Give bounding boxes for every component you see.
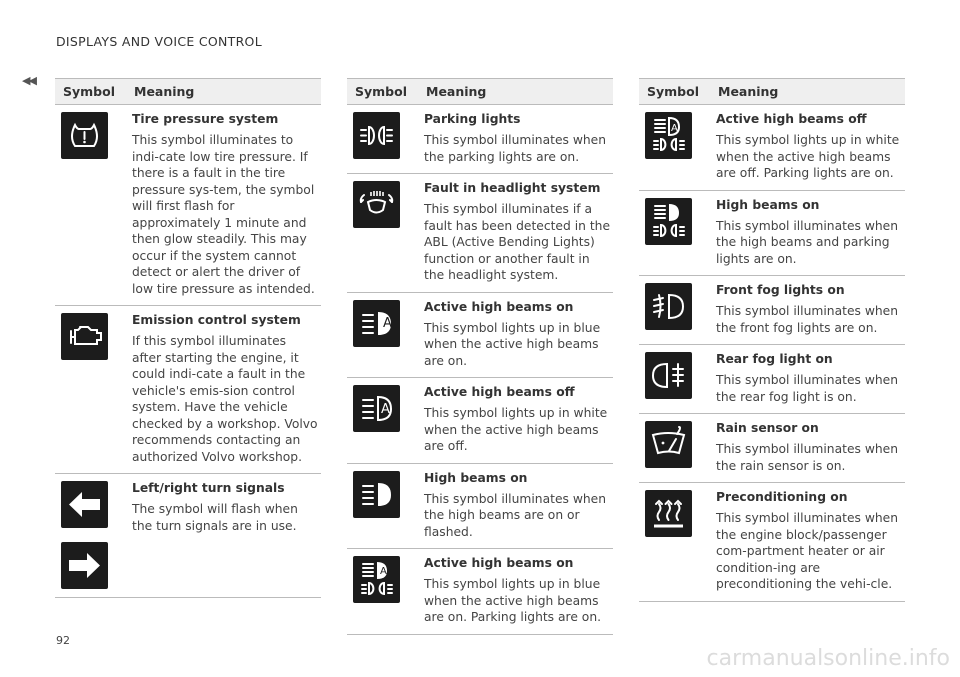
arrow-right-icon: [61, 542, 108, 589]
symbol-cell: [639, 190, 710, 276]
symbol-table-3: [639, 78, 905, 602]
meaning-cell: [418, 378, 613, 464]
svg-text:A: A: [671, 123, 678, 134]
table-row: [639, 345, 905, 414]
symbol-title: Fault in headlight system: [424, 181, 601, 195]
symbol-cell: [55, 306, 126, 474]
high-beam-parking-icon: [645, 198, 692, 245]
symbol-description: This symbol illuminates when the high beams and parking lights are on.: [716, 218, 899, 266]
svg-text:A: A: [383, 315, 392, 331]
symbol-description: This symbol lights up in white when the active high beams are off. Parking lights are on.: [716, 133, 900, 180]
symbol-table: [55, 78, 321, 598]
symbol-description: This symbol illuminates when the rain sensor is on.: [716, 442, 899, 473]
meaning-cell: [126, 105, 321, 306]
symbol-description: This symbol illuminates when the high beams are on or flashed.: [424, 491, 607, 539]
symbol-cell: [55, 474, 126, 598]
table-row: [55, 105, 321, 306]
svg-text:A: A: [381, 402, 390, 417]
table-row: [639, 105, 905, 191]
table-row: [347, 463, 613, 549]
meaning-cell: [418, 292, 613, 378]
headlight-fault-icon: [353, 181, 400, 228]
symbol-description: This symbol lights up in blue when the active high beams are on. Parking lights are on.: [424, 577, 602, 624]
meaning-cell: [710, 190, 905, 276]
header-meaning: Meaning: [710, 79, 905, 105]
symbol-description: This symbol illuminates when the engine block/passenger com-partment heater or air condition-ing are preconditioning the vehi-cle.: [716, 511, 899, 591]
symbol-title: Rear fog light on: [716, 352, 833, 366]
active-high-beam-outline-icon: [353, 385, 400, 432]
meaning-cell: [126, 306, 321, 474]
symbol-description: This symbol illuminates when the rear fog light is on.: [716, 373, 899, 404]
symbol-table: [639, 78, 905, 602]
header-symbol: Symbol: [347, 79, 418, 105]
table-row: [55, 474, 321, 598]
table-row: [639, 190, 905, 276]
table-row: [55, 306, 321, 474]
section-header: DISPLAYS AND VOICE CONTROL: [56, 34, 262, 49]
watermark: carmanualsonline.info: [706, 646, 950, 671]
symbol-cell: [347, 174, 418, 293]
symbol-title: Active high beams on: [424, 556, 574, 570]
table-row: [639, 414, 905, 483]
symbol-description: This symbol lights up in blue when the active high beams are on.: [424, 320, 601, 368]
symbol-cell: [639, 483, 710, 602]
symbol-title: Preconditioning on: [716, 490, 848, 504]
symbol-table: [347, 78, 613, 635]
symbol-cell: [639, 276, 710, 345]
symbol-table-2: [347, 78, 613, 635]
symbol-cell: [639, 105, 710, 191]
active-high-beam-filled-icon: [353, 300, 400, 347]
symbol-title: Active high beams on: [424, 299, 574, 314]
symbol-description: If this symbol illuminates after starting the engine, it could indi-cate a fault in the vehicle's emis-sion control system. Have the vehicle checked by a workshop. Volvo recommends contacting an authorized Volvo workshop.: [132, 334, 318, 464]
symbol-cell: [639, 345, 710, 414]
rear-fog-icon: [645, 352, 692, 399]
header-meaning: Meaning: [126, 79, 321, 105]
table-row: [639, 483, 905, 602]
symbol-cell: [55, 105, 126, 306]
page-number: 92: [56, 634, 70, 647]
symbol-description: This symbol lights up in white when the active high beams are off.: [424, 406, 608, 453]
symbol-description: This symbol illuminates when the parking lights are on.: [424, 133, 607, 164]
symbol-cell: [347, 463, 418, 549]
symbol-title: High beams on: [716, 197, 820, 212]
meaning-cell: [418, 174, 613, 293]
meaning-cell: [710, 345, 905, 414]
symbol-title: Parking lights: [424, 112, 521, 126]
active-high-beam-parking-outline-icon: [645, 112, 692, 159]
parking-lights-icon: [353, 112, 400, 159]
table-row: [347, 292, 613, 378]
meaning-cell: [710, 276, 905, 345]
svg-text:A: A: [380, 566, 387, 577]
symbol-title: Active high beams off: [424, 385, 575, 399]
symbol-description: This symbol illuminates when the front fog lights are on.: [716, 304, 899, 335]
active-high-beam-parking-filled-icon: [353, 556, 400, 603]
symbol-table-1: [55, 78, 321, 598]
symbol-cell: [639, 414, 710, 483]
meaning-cell: [418, 463, 613, 549]
symbol-title: Active high beams off: [716, 112, 867, 126]
front-fog-icon: [645, 283, 692, 330]
symbol-title: Emission control system: [132, 313, 301, 327]
rain-sensor-icon: [645, 421, 692, 468]
symbol-cell: [347, 105, 418, 174]
symbol-cell: [347, 292, 418, 378]
meaning-cell: [126, 474, 321, 598]
table-row: [347, 549, 613, 635]
symbol-title: Tire pressure system: [132, 112, 279, 126]
header-meaning: Meaning: [418, 79, 613, 105]
symbol-description: The symbol will flash when the turn signals are in use.: [132, 502, 298, 533]
table-row: [347, 378, 613, 464]
symbol-title: Front fog lights on: [716, 283, 845, 297]
symbol-cell: [347, 549, 418, 635]
tire-pressure-icon: [61, 112, 108, 159]
engine-icon: [61, 313, 108, 360]
back-marker-icon[interactable]: ◀◀: [22, 74, 35, 87]
meaning-cell: [418, 549, 613, 635]
symbol-cell: [347, 378, 418, 464]
symbol-title: High beams on: [424, 470, 528, 485]
symbol-description: This symbol illuminates if a fault has been detected in the ABL (Active Bending Lights) function or another fault in the headlight system.: [424, 202, 611, 282]
header-symbol: Symbol: [639, 79, 710, 105]
meaning-cell: [710, 105, 905, 191]
high-beam-icon: [353, 471, 400, 518]
header-symbol: Symbol: [55, 79, 126, 105]
symbol-title: Left/right turn signals: [132, 481, 285, 495]
symbol-description: This symbol illuminates to indi-cate low tire pressure. If there is a fault in the tire pressure sys-tem, the symbol will first flash for approximately 1 minute and then glow steadily. This may occur if the system cannot detect or alert the driver of low tire pressure as intended.: [132, 133, 315, 296]
meaning-cell: [418, 105, 613, 174]
meaning-cell: [710, 414, 905, 483]
symbol-title: Rain sensor on: [716, 421, 819, 435]
table-row: [347, 174, 613, 293]
preconditioning-icon: [645, 490, 692, 537]
table-row: [639, 276, 905, 345]
meaning-cell: [710, 483, 905, 602]
arrow-left-icon: [61, 481, 108, 528]
table-row: [347, 105, 613, 174]
